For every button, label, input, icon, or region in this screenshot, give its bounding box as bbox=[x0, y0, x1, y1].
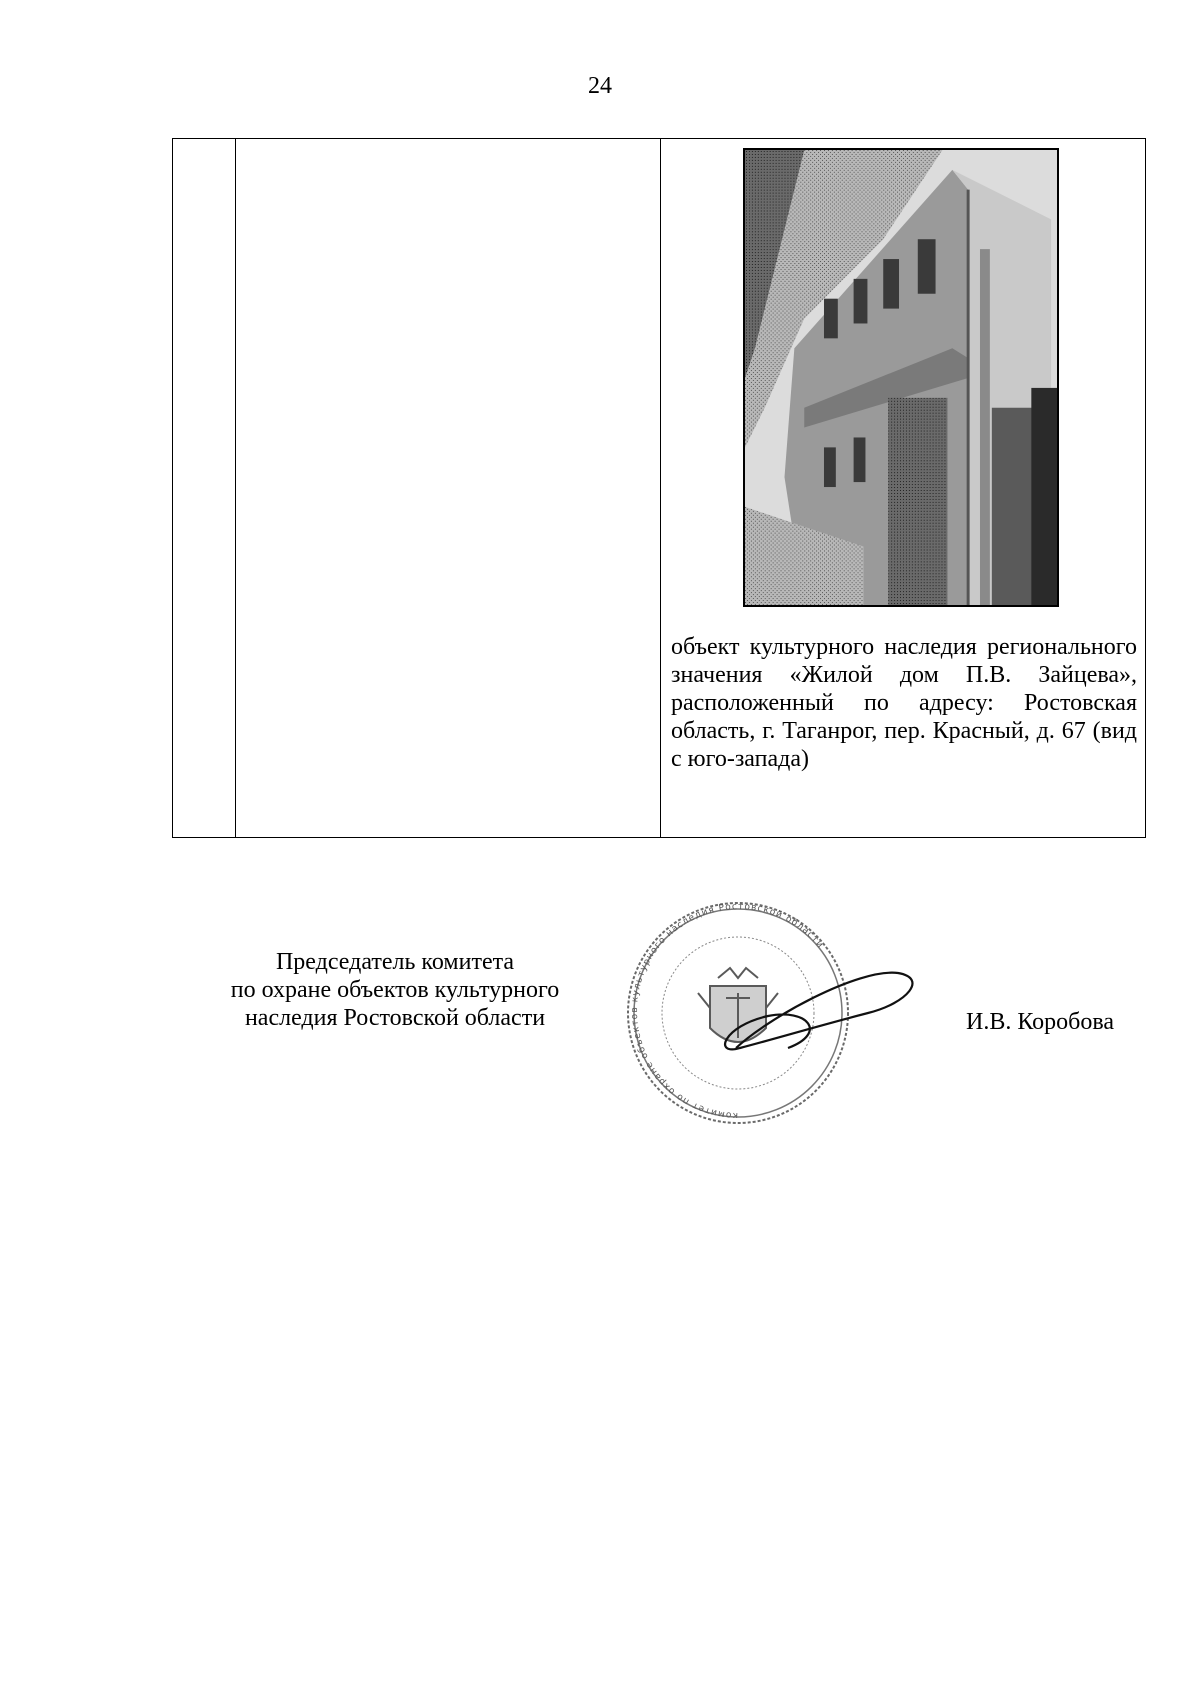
document-table bbox=[172, 138, 1146, 838]
signatory-title-line: Председатель комитета bbox=[275, 949, 515, 975]
caption-line: П.В. Зайцева», расположенный bbox=[671, 662, 1138, 716]
caption-line: регионального значения «Жилой дом bbox=[671, 634, 1137, 688]
signatory-title bbox=[190, 948, 600, 1032]
page-number: 24 bbox=[588, 73, 612, 99]
signatory-title-line: по охране объектов культурного bbox=[230, 977, 560, 1003]
official-seal bbox=[618, 898, 948, 1138]
table-column-divider bbox=[235, 139, 236, 837]
signatory-title-line: наследия Ростовской области bbox=[244, 1005, 546, 1031]
caption-line: г. Таганрог, пер. Красный, д. 67 (вид bbox=[762, 718, 1137, 744]
svg-text:комитет по охране объектов кул: комитет по охране объектов культурного наследия Ростовской области bbox=[629, 901, 826, 1121]
table-column-divider bbox=[660, 139, 661, 837]
building-photo bbox=[743, 148, 1059, 607]
photo-caption bbox=[671, 633, 1137, 773]
signatory-name: И.В. Коробова bbox=[966, 1009, 1115, 1035]
caption-line: с юго-запада) bbox=[671, 746, 809, 772]
caption-line: объект культурного наследия bbox=[671, 634, 977, 660]
coat-of-arms-icon bbox=[698, 968, 778, 1042]
caption-line: по адресу: Ростовская область, bbox=[671, 690, 1137, 744]
